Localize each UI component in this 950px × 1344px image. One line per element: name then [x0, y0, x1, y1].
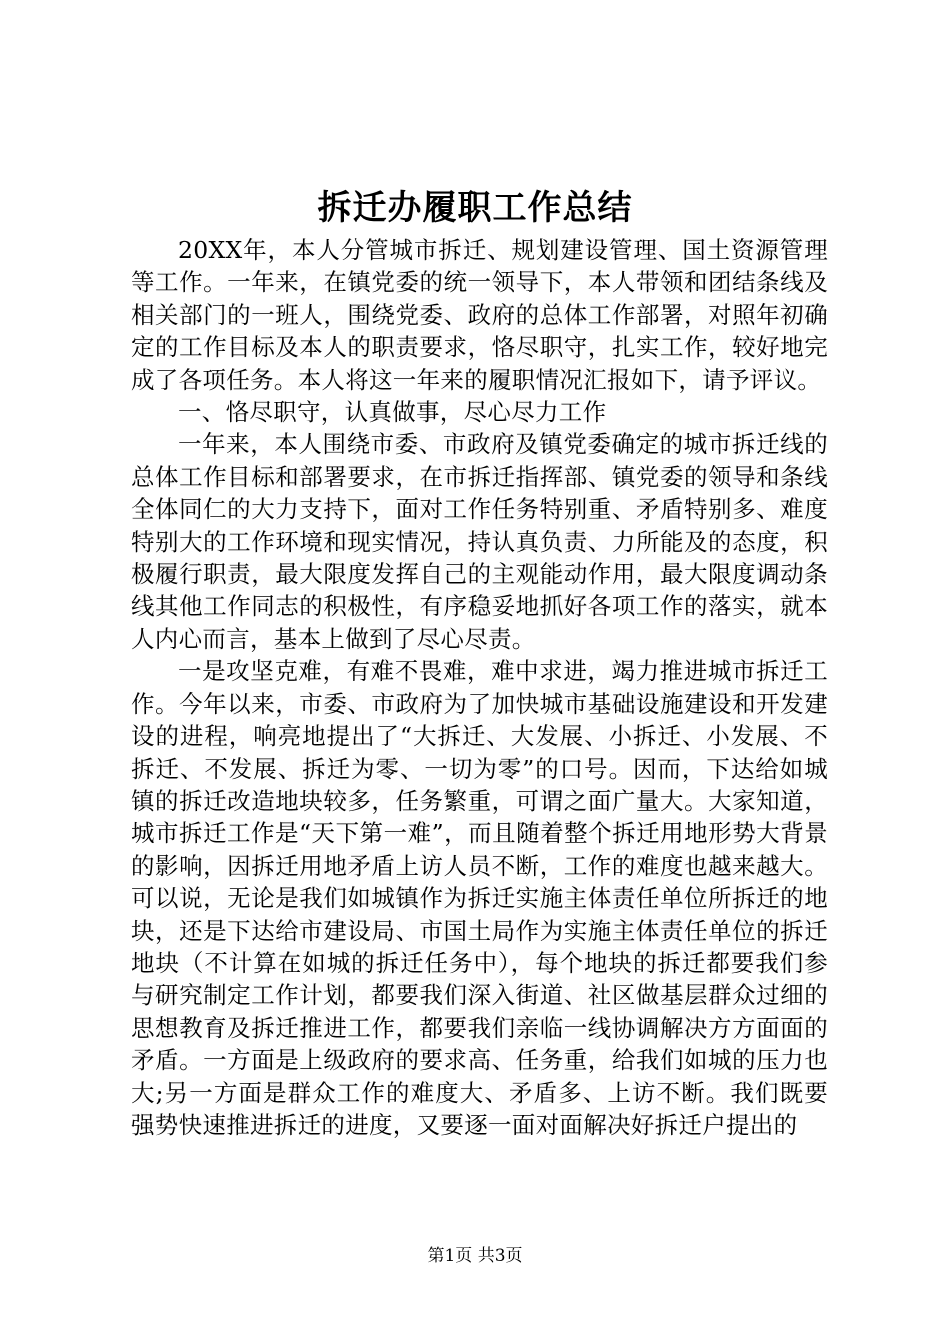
- document-body: [131, 234, 828, 1141]
- paragraph-overview: 一年来，本人围绕市委、市政府及镇党委确定的城市拆迁线的总体工作目标和部署要求，在市拆迁指挥部、镇党委的领导和条线全体同仁的大力支持下，面对工作任务特别重、矛盾特别多、难度特别大的工作环境和现实情况，持认真负责、力所能及的态度，积极履行职责，最大限度发挥自己的主观能动作用，最大限度调动条线其他工作同志的积极性，有序稳妥地抓好各项工作的落实，就本人内心而言，基本上做到了尽心尽责。: [131, 430, 828, 653]
- paragraph-intro: 20XX年，本人分管城市拆迁、规划建设管理、国土资源管理等工作。一年来，在镇党委的统一领导下，本人带领和团结条线及相关部门的一班人，围绕党委、政府的总体工作部署，对照年初确定的工作目标及本人的职责要求，恪尽职守，扎实工作，较好地完成了各项任务。本人将这一年来的履职情况汇报如下，请予评议。: [131, 236, 828, 394]
- section-heading: 一、恪尽职守，认真做事，尽心尽力工作: [178, 398, 607, 427]
- paragraph-demolition: 一是攻坚克难，有难不畏难，难中求进，竭力推进城市拆迁工作。今年以来，市委、市政府为了加快城市基础设施建设和开发建设的进程，响亮地提出了“大拆迁、大发展、小拆迁、小发展、不拆迁、不发展、拆迁为零、一切为零”的口号。因而，下达给如城镇的拆迁改造地块较多，任务繁重，可谓之面广量大。大家知道，城市拆迁工作是“天下第一难”，而且随着整个拆迁用地形势大背景的影响，因拆迁用地矛盾上访人员不断，工作的难度也越来越大。可以说，无论是我们如城镇作为拆迁实施主体责任单位所拆迁的地块，还是下达给市建设局、市国土局作为实施主体责任单位的拆迁地块（不计算在如城的拆迁任务中），每个地块的拆迁都要我们参与研究制定工作计划，都要我们深入街道、社区做基层群众过细的思想教育及拆迁推进工作，都要我们亲临一线协调解决方方面面的矛盾。一方面是上级政府的要求高、任务重，给我们如城的压力也大;另一方面是群众工作的难度大、矛盾多、上访不断。我们既要强势快速推进拆迁的进度，又要逐一面对面解决好拆迁户提出的: [131, 657, 828, 1139]
- page-footer: 第1页 共3页: [427, 1246, 523, 1266]
- document-title: 拆迁办履职工作总结: [317, 188, 633, 228]
